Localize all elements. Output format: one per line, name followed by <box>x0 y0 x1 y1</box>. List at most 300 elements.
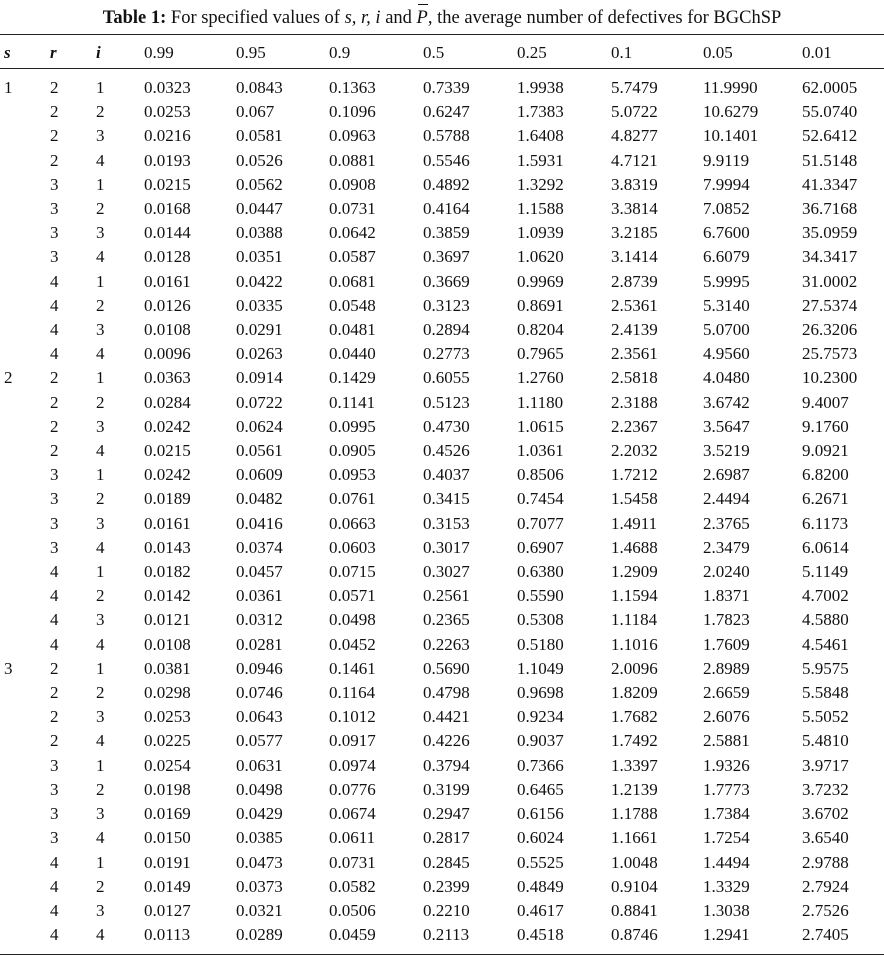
cell-i: 1 <box>96 78 105 97</box>
cell-p-0.25: 0.8506 <box>517 465 564 485</box>
cell-p-0.9: 0.0440 <box>329 344 376 364</box>
cell-p-0.1: 3.1414 <box>611 247 658 267</box>
cell-s <box>4 487 50 511</box>
cell-r: 3 <box>50 174 59 194</box>
table-row <box>0 608 884 632</box>
cell-p-0.5: 0.4164 <box>423 199 470 219</box>
cell-p-0.95: 0.0374 <box>236 537 283 557</box>
table-row <box>0 512 884 536</box>
cell-p-0.01: 5.5848 <box>802 683 849 703</box>
cell-p-0.99: 0.0161 <box>144 271 191 291</box>
cell-p-0.5: 0.2894 <box>423 320 470 340</box>
cell-p-0.05: 10.6279 <box>703 102 759 122</box>
cell-p-0.9: 0.0674 <box>329 804 376 824</box>
table-row <box>0 705 884 729</box>
cell-p-0.25: 1.7383 <box>517 102 564 122</box>
cell-p-0.95: 0.0281 <box>236 634 283 654</box>
cell-p-0.9: 0.0776 <box>329 779 376 799</box>
cell-p-0.01: 3.6540 <box>802 828 849 848</box>
cell-i: 3 <box>96 900 105 920</box>
cell-p-0.99: 0.0254 <box>144 755 191 775</box>
cell-r: 3 <box>50 465 59 485</box>
cell-s <box>4 560 50 584</box>
cell-p-0.99: 0.0096 <box>144 344 191 364</box>
cell-r: 4 <box>50 562 59 582</box>
cell-p-0.25: 0.9234 <box>517 707 564 727</box>
cell-s <box>4 826 50 850</box>
cell-s <box>4 923 50 947</box>
cell-p-0.9: 0.0908 <box>329 174 376 194</box>
cell-p-0.01: 34.3417 <box>802 247 858 267</box>
header-p-0.95: 0.95 <box>236 43 266 62</box>
cell-s <box>4 197 50 221</box>
cell-p-0.01: 2.9788 <box>802 852 849 872</box>
cell-p-0.1: 1.2139 <box>611 779 658 799</box>
cell-p-0.9: 0.0663 <box>329 513 376 533</box>
table-row <box>0 173 884 197</box>
cell-p-0.05: 1.3329 <box>703 876 750 896</box>
cell-r: 3 <box>50 828 59 848</box>
cell-p-0.05: 2.3765 <box>703 513 750 533</box>
cell-p-0.01: 9.4007 <box>802 392 849 412</box>
cell-s <box>4 705 50 729</box>
cell-p-0.9: 0.0881 <box>329 150 376 170</box>
cell-p-0.1: 0.9104 <box>611 876 658 896</box>
cell-p-0.1: 5.7479 <box>611 78 658 97</box>
cell-p-0.9: 0.0603 <box>329 537 376 557</box>
table-row <box>0 100 884 124</box>
table-row <box>0 560 884 584</box>
cell-p-0.01: 31.0002 <box>802 271 858 291</box>
header-p-0.25: 0.25 <box>517 43 547 62</box>
cell-p-0.25: 1.3292 <box>517 174 564 194</box>
table-row <box>0 681 884 705</box>
cell-p-0.25: 0.5590 <box>517 586 564 606</box>
cell-p-0.1: 4.7121 <box>611 150 658 170</box>
cell-p-0.5: 0.4798 <box>423 683 470 703</box>
cell-p-0.05: 1.7384 <box>703 804 750 824</box>
cell-p-0.5: 0.4226 <box>423 731 470 751</box>
cell-p-0.1: 2.8739 <box>611 271 658 291</box>
cell-r: 2 <box>50 126 59 146</box>
cell-p-0.5: 0.2773 <box>423 344 470 364</box>
table-caption <box>0 4 884 30</box>
cell-p-0.25: 0.7454 <box>517 489 564 509</box>
cell-i: 4 <box>96 537 105 557</box>
cell-p-0.01: 41.3347 <box>802 174 858 194</box>
cell-i: 3 <box>96 513 105 533</box>
cell-p-0.95: 0.0609 <box>236 465 283 485</box>
cell-p-0.1: 1.1661 <box>611 828 658 848</box>
cell-p-0.9: 0.0459 <box>329 925 376 945</box>
cell-r: 3 <box>50 755 59 775</box>
cell-p-0.05: 2.6987 <box>703 465 750 485</box>
cell-p-0.25: 1.0361 <box>517 441 564 461</box>
cell-p-0.05: 1.7823 <box>703 610 750 630</box>
cell-r: 4 <box>50 586 59 606</box>
cell-p-0.01: 6.2671 <box>802 489 849 509</box>
cell-p-0.25: 1.1180 <box>517 392 564 412</box>
cell-p-0.1: 0.8841 <box>611 900 658 920</box>
table-row <box>0 729 884 753</box>
cell-p-0.25: 1.1588 <box>517 199 564 219</box>
table-bottom-rule <box>0 954 884 955</box>
cell-p-0.9: 0.0681 <box>329 271 376 291</box>
cell-p-0.5: 0.2817 <box>423 828 470 848</box>
cell-s <box>4 681 50 705</box>
caption-text-after: , the average number of defectives for BGChSP <box>427 8 782 28</box>
cell-i: 3 <box>96 610 105 630</box>
cell-s: 3 <box>4 658 13 678</box>
cell-p-0.25: 0.4617 <box>517 900 564 920</box>
cell-r: 3 <box>50 247 59 267</box>
cell-p-0.99: 0.0253 <box>144 102 191 122</box>
cell-p-0.9: 0.0506 <box>329 900 376 920</box>
cell-p-0.5: 0.3859 <box>423 223 470 243</box>
cell-s <box>4 439 50 463</box>
cell-r: 3 <box>50 513 59 533</box>
cell-s <box>4 729 50 753</box>
cell-r: 2 <box>50 368 59 388</box>
cell-p-0.01: 4.7002 <box>802 586 849 606</box>
cell-i: 1 <box>96 852 105 872</box>
cell-s <box>4 778 50 802</box>
cell-p-0.95: 0.0416 <box>236 513 283 533</box>
cell-p-0.99: 0.0198 <box>144 779 191 799</box>
cell-p-0.9: 0.0761 <box>329 489 376 509</box>
cell-p-0.5: 0.5123 <box>423 392 470 412</box>
table-body <box>0 68 884 947</box>
cell-p-0.5: 0.2947 <box>423 804 470 824</box>
cell-p-0.25: 0.6156 <box>517 804 564 824</box>
cell-i: 4 <box>96 925 105 945</box>
cell-p-0.1: 0.8746 <box>611 925 658 945</box>
header-p-0.5: 0.5 <box>423 43 445 62</box>
cell-p-0.05: 2.0240 <box>703 562 750 582</box>
cell-p-0.01: 2.7405 <box>802 925 849 945</box>
cell-p-0.9: 0.0582 <box>329 876 376 896</box>
cell-p-0.25: 1.0939 <box>517 223 564 243</box>
cell-p-0.1: 2.3561 <box>611 344 658 364</box>
cell-p-0.01: 6.0614 <box>802 537 849 557</box>
cell-r: 3 <box>50 804 59 824</box>
cell-p-0.05: 9.9119 <box>703 150 750 170</box>
cell-r: 4 <box>50 344 59 364</box>
cell-s <box>4 899 50 923</box>
table-top-rule <box>0 34 884 35</box>
cell-r: 2 <box>50 102 59 122</box>
cell-p-0.99: 0.0225 <box>144 731 191 751</box>
cell-i: 2 <box>96 102 105 122</box>
cell-p-0.95: 0.0422 <box>236 271 283 291</box>
cell-p-0.95: 0.0482 <box>236 489 283 509</box>
cell-r: 4 <box>50 610 59 630</box>
cell-p-0.25: 0.6380 <box>517 562 564 582</box>
cell-s <box>4 633 50 657</box>
cell-p-0.9: 0.0715 <box>329 562 376 582</box>
cell-i: 3 <box>96 804 105 824</box>
cell-p-0.01: 52.6412 <box>802 126 858 146</box>
cell-p-0.9: 0.0571 <box>329 586 376 606</box>
cell-p-0.01: 2.7526 <box>802 900 849 920</box>
table-row <box>0 826 884 850</box>
cell-p-0.1: 3.8319 <box>611 174 658 194</box>
cell-s <box>4 875 50 899</box>
cell-s <box>4 342 50 366</box>
cell-r: 4 <box>50 634 59 654</box>
cell-p-0.25: 0.9037 <box>517 731 564 751</box>
cell-r: 2 <box>50 416 59 436</box>
cell-p-0.05: 4.9560 <box>703 344 750 364</box>
cell-p-0.05: 11.9990 <box>703 78 758 97</box>
cell-i: 1 <box>96 368 105 388</box>
cell-p-0.05: 2.4494 <box>703 489 750 509</box>
cell-p-0.9: 0.0587 <box>329 247 376 267</box>
cell-p-0.99: 0.0242 <box>144 416 191 436</box>
cell-p-0.25: 0.7077 <box>517 513 564 533</box>
cell-p-0.1: 3.2185 <box>611 223 658 243</box>
cell-p-0.1: 2.2032 <box>611 441 658 461</box>
table-row <box>0 294 884 318</box>
cell-r: 4 <box>50 271 59 291</box>
header-r: r <box>50 43 57 62</box>
cell-p-0.25: 0.9698 <box>517 683 564 703</box>
cell-p-0.05: 2.6659 <box>703 683 750 703</box>
cell-p-0.05: 1.7773 <box>703 779 750 799</box>
cell-i: 4 <box>96 828 105 848</box>
cell-p-0.5: 0.3027 <box>423 562 470 582</box>
cell-r: 4 <box>50 320 59 340</box>
cell-p-0.05: 5.9995 <box>703 271 750 291</box>
cell-r: 3 <box>50 223 59 243</box>
cell-s <box>4 245 50 269</box>
cell-p-0.5: 0.3123 <box>423 295 470 315</box>
cell-p-0.95: 0.0722 <box>236 392 283 412</box>
cell-p-0.95: 0.0577 <box>236 731 283 751</box>
cell-p-0.95: 0.0473 <box>236 852 283 872</box>
cell-p-0.5: 0.5788 <box>423 126 470 146</box>
caption-and: and <box>380 8 417 28</box>
cell-i: 1 <box>96 465 105 485</box>
cell-p-0.25: 0.9969 <box>517 271 564 291</box>
cell-p-0.9: 0.1096 <box>329 102 376 122</box>
cell-p-0.05: 3.5647 <box>703 416 750 436</box>
cell-p-0.5: 0.2210 <box>423 900 470 920</box>
cell-s <box>4 149 50 173</box>
cell-i: 1 <box>96 755 105 775</box>
cell-p-0.9: 0.1363 <box>329 78 376 97</box>
cell-s <box>4 536 50 560</box>
cell-i: 3 <box>96 126 105 146</box>
cell-p-0.9: 0.0548 <box>329 295 376 315</box>
cell-p-0.99: 0.0216 <box>144 126 191 146</box>
cell-p-0.9: 0.0731 <box>329 852 376 872</box>
cell-p-0.1: 2.5361 <box>611 295 658 315</box>
cell-p-0.95: 0.0385 <box>236 828 283 848</box>
cell-p-0.99: 0.0215 <box>144 441 191 461</box>
cell-p-0.95: 0.0321 <box>236 900 283 920</box>
cell-p-0.25: 0.6907 <box>517 537 564 557</box>
cell-p-0.95: 0.067 <box>236 102 275 122</box>
cell-p-0.05: 1.9326 <box>703 755 750 775</box>
cell-p-0.9: 0.0905 <box>329 441 376 461</box>
cell-i: 2 <box>96 586 105 606</box>
cell-p-0.99: 0.0143 <box>144 537 191 557</box>
cell-p-0.99: 0.0253 <box>144 707 191 727</box>
cell-p-0.01: 4.5880 <box>802 610 849 630</box>
cell-p-0.5: 0.3017 <box>423 537 470 557</box>
cell-p-0.9: 0.1429 <box>329 368 376 388</box>
cell-p-0.9: 0.0963 <box>329 126 376 146</box>
cell-p-0.95: 0.0946 <box>236 658 283 678</box>
cell-i: 4 <box>96 150 105 170</box>
cell-p-0.25: 1.6408 <box>517 126 564 146</box>
table-row <box>0 802 884 826</box>
cell-p-0.99: 0.0189 <box>144 489 191 509</box>
cell-i: 4 <box>96 247 105 267</box>
cell-p-0.99: 0.0149 <box>144 876 191 896</box>
table-row <box>0 68 884 100</box>
cell-s <box>4 608 50 632</box>
cell-p-0.95: 0.0526 <box>236 150 283 170</box>
cell-p-0.5: 0.3415 <box>423 489 470 509</box>
cell-r: 3 <box>50 199 59 219</box>
cell-r: 4 <box>50 295 59 315</box>
cell-p-0.95: 0.0388 <box>236 223 283 243</box>
cell-p-0.95: 0.0289 <box>236 925 283 945</box>
cell-p-0.25: 1.1049 <box>517 658 564 678</box>
cell-p-0.95: 0.0914 <box>236 368 283 388</box>
cell-p-0.05: 4.0480 <box>703 368 750 388</box>
cell-p-0.5: 0.2263 <box>423 634 470 654</box>
table-row <box>0 391 884 415</box>
cell-s <box>4 463 50 487</box>
cell-p-0.1: 1.8209 <box>611 683 658 703</box>
cell-p-0.25: 0.5308 <box>517 610 564 630</box>
cell-p-0.9: 0.0731 <box>329 199 376 219</box>
header-p-0.9: 0.9 <box>329 43 351 62</box>
cell-p-0.5: 0.3669 <box>423 271 470 291</box>
cell-p-0.99: 0.0126 <box>144 295 191 315</box>
cell-p-0.5: 0.4892 <box>423 174 470 194</box>
cell-p-0.1: 1.4688 <box>611 537 658 557</box>
cell-p-0.01: 3.7232 <box>802 779 849 799</box>
cell-p-0.5: 0.3199 <box>423 779 470 799</box>
cell-p-0.25: 1.5931 <box>517 150 564 170</box>
cell-p-0.1: 1.1788 <box>611 804 658 824</box>
cell-p-0.99: 0.0191 <box>144 852 191 872</box>
cell-p-0.99: 0.0193 <box>144 150 191 170</box>
cell-p-0.5: 0.5546 <box>423 150 470 170</box>
cell-p-0.9: 0.1012 <box>329 707 376 727</box>
header-p-0.1: 0.1 <box>611 43 633 62</box>
cell-p-0.5: 0.7339 <box>423 78 470 97</box>
table-row <box>0 851 884 875</box>
cell-p-0.9: 0.1141 <box>329 392 376 412</box>
cell-i: 2 <box>96 392 105 412</box>
cell-i: 4 <box>96 634 105 654</box>
cell-p-0.01: 6.1173 <box>802 513 849 533</box>
cell-r: 2 <box>50 731 59 751</box>
cell-r: 3 <box>50 537 59 557</box>
cell-p-0.25: 0.8691 <box>517 295 564 315</box>
cell-p-0.5: 0.4730 <box>423 416 470 436</box>
caption-label: Table 1: <box>102 8 167 28</box>
cell-i: 2 <box>96 489 105 509</box>
table-header-row <box>0 38 884 68</box>
cell-p-0.95: 0.0562 <box>236 174 283 194</box>
table-row <box>0 778 884 802</box>
cell-i: 1 <box>96 174 105 194</box>
table-row <box>0 197 884 221</box>
cell-p-0.9: 0.0611 <box>329 828 376 848</box>
cell-s <box>4 294 50 318</box>
table-row <box>0 439 884 463</box>
cell-p-0.5: 0.4037 <box>423 465 470 485</box>
cell-p-0.99: 0.0381 <box>144 658 191 678</box>
cell-i: 3 <box>96 320 105 340</box>
cell-p-0.05: 1.7609 <box>703 634 750 654</box>
caption-text-before: For specified values of <box>166 8 345 28</box>
table-row <box>0 318 884 342</box>
cell-r: 2 <box>50 78 59 97</box>
cell-p-0.99: 0.0108 <box>144 634 191 654</box>
cell-p-0.25: 0.5525 <box>517 852 564 872</box>
cell-p-0.95: 0.0447 <box>236 199 283 219</box>
cell-p-0.99: 0.0108 <box>144 320 191 340</box>
cell-s: 2 <box>4 368 13 388</box>
cell-i: 3 <box>96 416 105 436</box>
cell-p-0.25: 0.5180 <box>517 634 564 654</box>
table-row <box>0 487 884 511</box>
cell-p-0.01: 9.0921 <box>802 441 849 461</box>
cell-p-0.05: 7.0852 <box>703 199 750 219</box>
header-p-0.99: 0.99 <box>144 43 174 62</box>
cell-p-0.05: 1.2941 <box>703 925 750 945</box>
cell-i: 1 <box>96 271 105 291</box>
cell-p-0.25: 0.4849 <box>517 876 564 896</box>
table-row <box>0 270 884 294</box>
cell-i: 2 <box>96 876 105 896</box>
cell-p-0.5: 0.3697 <box>423 247 470 267</box>
cell-s <box>4 124 50 148</box>
cell-p-0.1: 2.4139 <box>611 320 658 340</box>
cell-s <box>4 802 50 826</box>
cell-s <box>4 851 50 875</box>
table-row <box>0 415 884 439</box>
cell-p-0.99: 0.0113 <box>144 925 191 945</box>
cell-p-0.01: 55.0740 <box>802 102 858 122</box>
table-row <box>0 221 884 245</box>
cell-p-0.9: 0.0452 <box>329 634 376 654</box>
cell-p-0.01: 27.5374 <box>802 295 858 315</box>
cell-p-0.1: 1.1184 <box>611 610 658 630</box>
table-row <box>0 536 884 560</box>
cell-p-0.05: 1.3038 <box>703 900 750 920</box>
cell-p-0.05: 7.9994 <box>703 174 750 194</box>
table-row <box>0 754 884 778</box>
cell-i: 1 <box>96 658 105 678</box>
cell-p-0.99: 0.0323 <box>144 78 191 97</box>
cell-p-0.25: 1.2760 <box>517 368 564 388</box>
cell-p-0.1: 1.2909 <box>611 562 658 582</box>
cell-p-0.95: 0.0843 <box>236 78 283 97</box>
cell-p-0.9: 0.1461 <box>329 658 376 678</box>
cell-p-0.01: 5.4810 <box>802 731 849 751</box>
cell-p-0.99: 0.0161 <box>144 513 191 533</box>
cell-p-0.1: 2.2367 <box>611 416 658 436</box>
cell-p-0.1: 1.0048 <box>611 852 658 872</box>
